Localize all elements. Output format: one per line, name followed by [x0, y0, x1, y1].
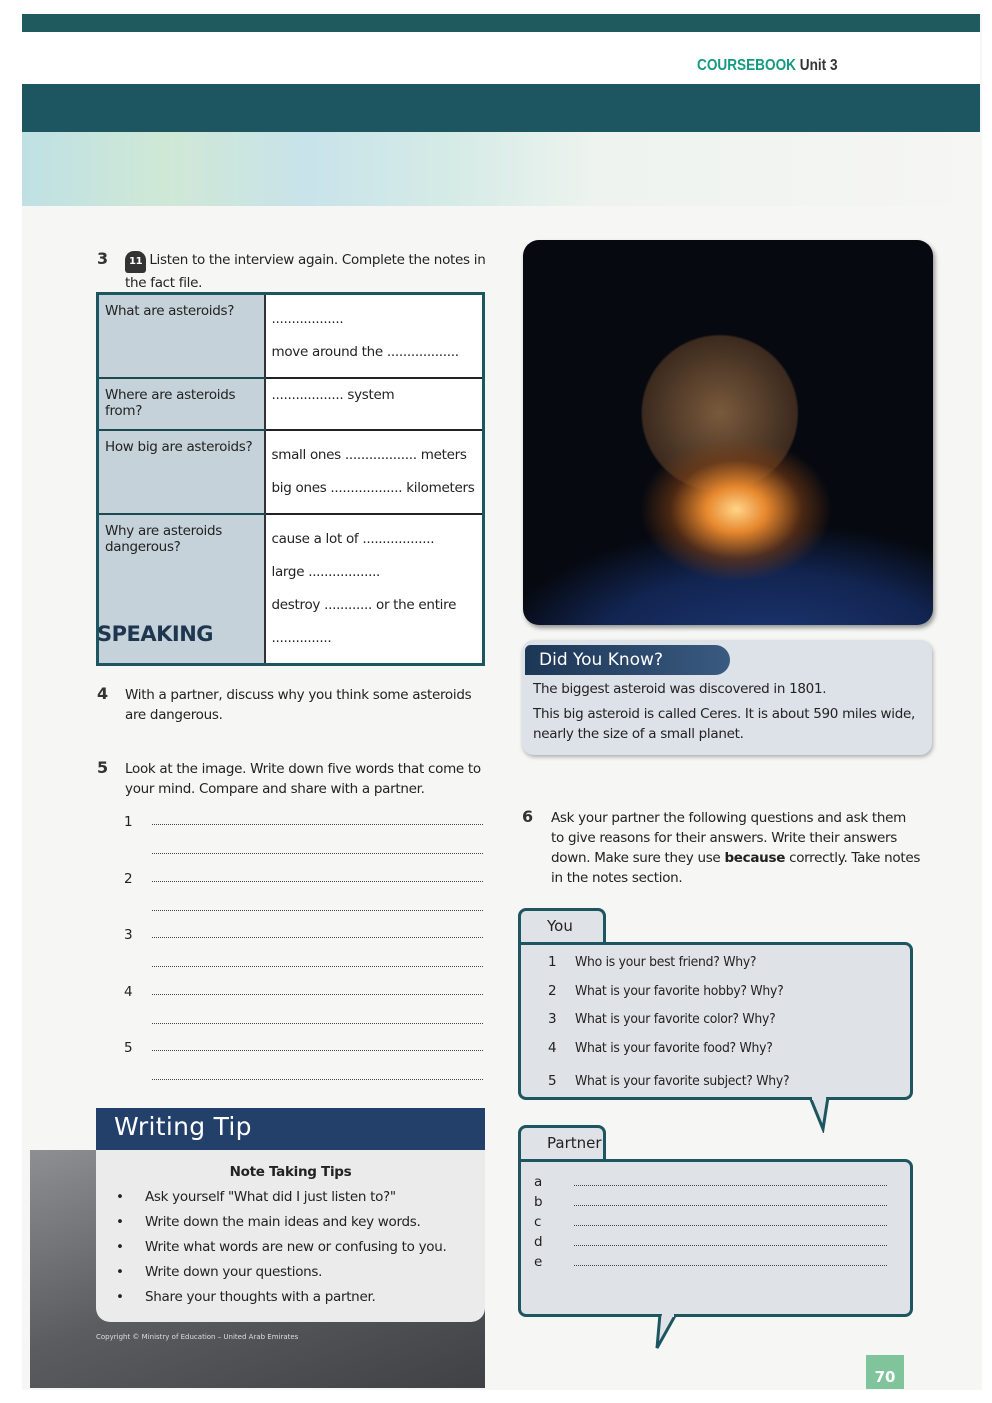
brand: COURSEBOOK	[697, 57, 796, 74]
answer-line: cause a lot of ..................	[271, 531, 435, 547]
question-cell: Where are asteroids from?	[98, 378, 265, 430]
note-letter: e	[534, 1254, 543, 1270]
question-number: 3	[548, 1011, 557, 1027]
tip-text: Write down your questions.	[145, 1264, 323, 1280]
question-cell: Why are asteroids dangerous?	[98, 514, 265, 665]
table-row	[98, 294, 484, 379]
instruction-text: Listen to the interview again. Complete the notes in the fact file.	[125, 252, 486, 291]
answer-line[interactable]	[152, 1050, 483, 1051]
tip-text: Share your thoughts with a partner.	[145, 1289, 376, 1305]
answer-line[interactable]	[152, 1023, 483, 1024]
did-you-know-title: Did You Know?	[525, 645, 730, 675]
answer-line[interactable]	[152, 881, 483, 882]
partner-bubble	[518, 1159, 913, 1317]
exercise-5-text: Look at the image. Write down five words that come to your mind. Compare and share with a partner.	[125, 761, 481, 797]
item-number: 1	[124, 814, 133, 830]
speech-tail-icon	[652, 1314, 680, 1350]
tip-text: Write what words are new or confusing to you.	[145, 1239, 447, 1255]
answer-line[interactable]	[152, 824, 483, 825]
partner-tab: Partner	[518, 1125, 606, 1162]
answer-line[interactable]	[152, 853, 483, 854]
tip-text: Ask yourself "What did I just listen to?"	[145, 1189, 396, 1205]
asteroid-image	[523, 240, 933, 625]
fact-file-table	[96, 292, 485, 666]
table-row	[98, 378, 484, 430]
answer-line[interactable]	[152, 966, 483, 967]
unit: Unit 3	[799, 57, 838, 74]
you-tab: You	[518, 908, 606, 945]
item-number: 3	[124, 927, 133, 943]
writing-tip-title: Writing Tip	[96, 1108, 485, 1150]
question-text: What is your favorite color? Why?	[575, 1011, 776, 1027]
question-cell: How big are asteroids?	[98, 430, 265, 514]
bullet-icon: •	[116, 1264, 124, 1280]
answer-line: .................. system	[271, 387, 395, 403]
banner-band	[22, 84, 980, 132]
answer-line[interactable]	[152, 994, 483, 995]
text: correctly. Take notes in the notes section.	[551, 850, 921, 886]
tip-text: Write down the main ideas and key words.	[145, 1214, 421, 1230]
answer-cell[interactable]	[265, 378, 484, 430]
answer-line: small ones .................. meters	[271, 447, 467, 463]
bold-word: because	[724, 850, 786, 866]
question-text: What is your favorite hobby? Why?	[575, 983, 784, 999]
answer-line: ..................	[271, 311, 344, 327]
speech-tail-icon	[808, 1097, 836, 1133]
answer-cell[interactable]	[265, 514, 484, 665]
question-cell: What are asteroids?	[98, 294, 265, 379]
note-line[interactable]	[574, 1225, 887, 1226]
answer-line[interactable]	[152, 937, 483, 938]
note-letter: d	[534, 1234, 543, 1250]
question-number: 2	[548, 983, 557, 999]
item-number: 5	[124, 1040, 133, 1056]
did-you-know-line: This big asteroid is called Ceres. It is about 590 miles wide, nearly the size of a small planet.	[533, 706, 916, 742]
item-number: 4	[124, 983, 133, 1000]
question-text: What is your favorite food? Why?	[575, 1040, 773, 1056]
exercise-4-number: 4	[97, 684, 109, 703]
exercise-3-instruction	[125, 250, 500, 293]
speaking-heading: SPEAKING	[97, 622, 214, 646]
copyright: Copyright © Ministry of Education – United Arab Emirates	[96, 1333, 299, 1341]
note-letter: a	[534, 1174, 542, 1190]
text: Ask your partner the following questions and ask them to give reasons for their answers. Write their answers down. Make sure they use	[551, 810, 907, 866]
answer-line: destroy ............ or the entire	[271, 597, 457, 613]
unit-label	[697, 57, 838, 75]
note-letter: c	[534, 1214, 542, 1230]
answer-line: move around the ..................	[271, 344, 459, 360]
bullet-icon: •	[116, 1214, 124, 1230]
answer-line: large ..................	[271, 564, 381, 580]
top-bar	[22, 14, 980, 32]
answer-line[interactable]	[152, 910, 483, 911]
headphones-icon[interactable]: 11	[125, 251, 146, 273]
question-number: 5	[548, 1073, 557, 1089]
note-line[interactable]	[574, 1205, 887, 1206]
question-number: 1	[548, 954, 557, 970]
gradient-band	[22, 132, 980, 206]
note-line[interactable]	[574, 1185, 887, 1186]
bullet-icon: •	[116, 1189, 124, 1205]
note-line[interactable]	[574, 1265, 887, 1266]
note-line[interactable]	[574, 1245, 887, 1246]
bullet-icon: •	[116, 1239, 124, 1255]
exercise-6-number: 6	[522, 807, 534, 826]
did-you-know-line: The biggest asteroid was discovered in 1801.	[533, 681, 827, 697]
question-number: 4	[548, 1040, 557, 1056]
answer-cell[interactable]	[265, 294, 484, 379]
exercise-4-text: With a partner, discuss why you think some asteroids are dangerous.	[125, 687, 472, 723]
item-number: 2	[124, 870, 133, 887]
answer-cell[interactable]	[265, 430, 484, 514]
exercise-3-number: 3	[97, 249, 109, 268]
writing-tip-subtitle: Note Taking Tips	[229, 1164, 352, 1180]
answer-line: ...............	[271, 630, 332, 646]
answer-line[interactable]	[152, 1079, 483, 1080]
question-text: Who is your best friend? Why?	[575, 954, 757, 970]
question-text: What is your favorite subject? Why?	[575, 1073, 790, 1089]
page-number: 70	[866, 1355, 904, 1389]
note-letter: b	[534, 1194, 543, 1210]
bullet-icon: •	[116, 1289, 124, 1305]
table-row	[98, 430, 484, 514]
answer-line: big ones .................. kilometers	[271, 480, 475, 496]
exercise-6-text	[551, 808, 921, 888]
exercise-5-number: 5	[97, 758, 109, 777]
